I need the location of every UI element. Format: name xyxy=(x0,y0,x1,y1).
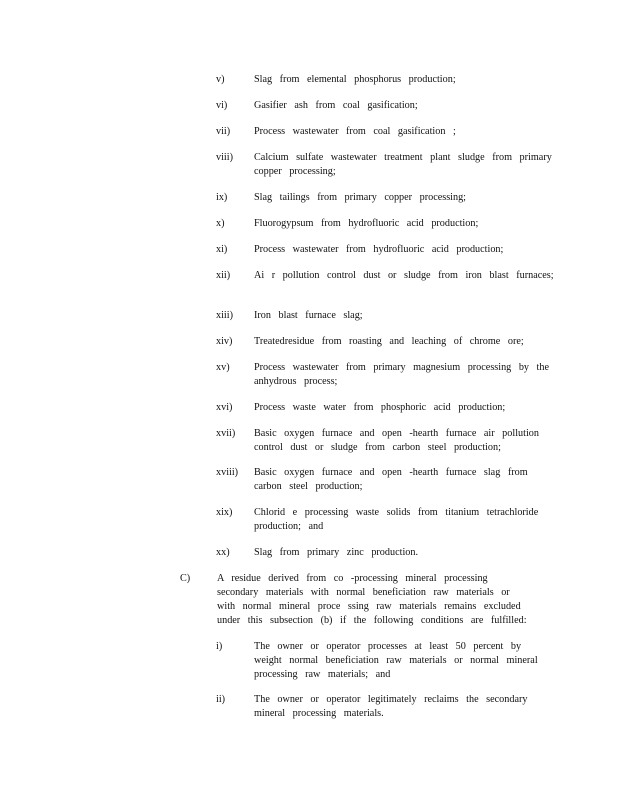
list-item-text: Process wastewater from primary magnesium processing by the anhydrous process; xyxy=(254,362,549,387)
list-item-text: Calcium sulfate wastewater treatment plant sludge from primary copper processing; xyxy=(254,152,552,177)
list-item-text: Basic oxygen furnace and open -hearth furnace air pollution control dust or sludge from carbon steel production; xyxy=(254,428,539,453)
list-item-number: xii) xyxy=(216,270,231,281)
list-item-text: Process waste water from phosphoric acid production; xyxy=(254,402,506,413)
list-item-text: Gasifier ash from coal gasification; xyxy=(254,100,418,111)
list-item-text: Slag from elemental phosphorus production; xyxy=(254,74,456,85)
list-item-text: Chlorid e processing waste solids from titanium tetrachloride production; and xyxy=(254,507,539,532)
list-item-text: Slag tailings from primary copper processing; xyxy=(254,192,467,203)
sub-list-item-number: i) xyxy=(216,641,223,652)
sub-list-item-number: ii) xyxy=(216,694,226,705)
list-item-number: x) xyxy=(216,218,225,229)
paragraph-text: A residue derived from co -processing mineral processing secondary materials with normal beneficiation raw materials or with normal mineral proce ssing raw materials remains excluded under this subsection (b) if the following conditions are fulfilled: xyxy=(217,573,527,626)
list-item-text: Process wastewater from hydrofluoric acid production; xyxy=(254,244,504,255)
list-item-number: xviii) xyxy=(216,467,239,478)
list-item-number: xiii) xyxy=(216,310,233,321)
list-item-number: xv) xyxy=(216,362,230,373)
list-item-number: vii) xyxy=(216,126,231,137)
list-item-number: xvii) xyxy=(216,428,236,439)
list-item-number: v) xyxy=(216,74,225,85)
list-item-number: xi) xyxy=(216,244,228,255)
list-item-number: viii) xyxy=(216,152,233,163)
list-item-number: vi) xyxy=(216,100,228,111)
list-item-text: Slag from primary zinc production. xyxy=(254,547,419,558)
sub-list-item-text: The owner or operator processes at least 50 percent by weight normal beneficiation raw materials or normal mineral processing raw materials; and xyxy=(254,641,538,680)
sub-list-item-text: The owner or operator legitimately reclaims the secondary mineral processing materials. xyxy=(254,694,528,719)
paragraph-number: C) xyxy=(180,573,191,584)
list-item-number: xix) xyxy=(216,507,233,518)
list-item-text: Iron blast furnace slag; xyxy=(254,310,363,321)
list-item-number: xiv) xyxy=(216,336,233,347)
list-item-number: xx) xyxy=(216,547,230,558)
list-item-text: Treatedresidue from roasting and leaching of chrome ore; xyxy=(254,336,524,347)
list-item-text: Process wastewater from coal gasification ; xyxy=(254,126,456,137)
list-item-text: Fluorogypsum from hydrofluoric acid production; xyxy=(254,218,479,229)
list-item-number: xvi) xyxy=(216,402,233,413)
list-item-text: Basic oxygen furnace and open -hearth furnace slag from carbon steel production; xyxy=(254,467,528,492)
list-item-number: ix) xyxy=(216,192,228,203)
list-item-text: Ai r pollution control dust or sludge from iron blast furnaces; xyxy=(254,270,554,281)
